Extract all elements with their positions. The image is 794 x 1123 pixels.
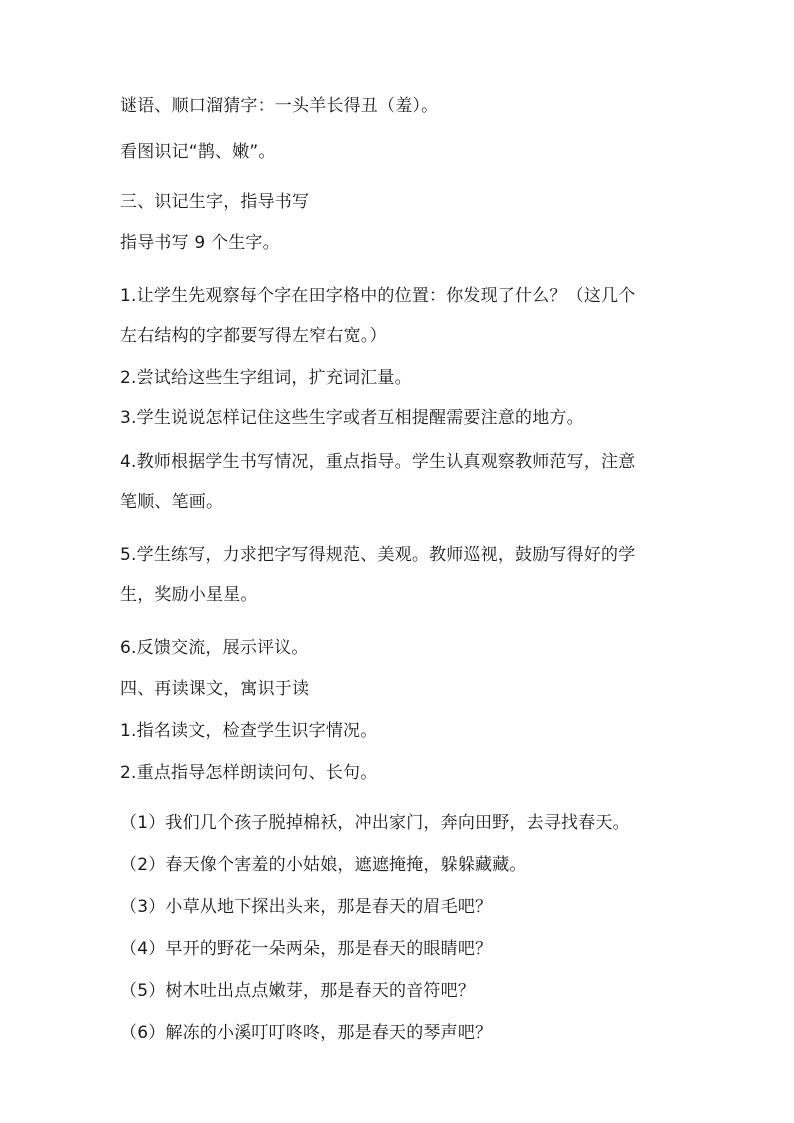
section-heading: 四、再读课文，寓识于读 [120,679,310,699]
text-line: 5.学生练写，力求把字写得规范、美观。教师巡视，鼓励写得好的学 [120,545,636,565]
list-item: （6）解冻的小溪叮叮咚咚，那是春天的琴声吧？ [120,1023,493,1043]
text-line: 4.教师根据学生书写情况，重点指导。学生认真观察教师范写，注意 [120,452,636,472]
text-line: 2.重点指导怎样朗读问句、长句。 [120,763,378,783]
text-line: 2.尝试给这些生字组词，扩充词汇量。 [120,368,412,388]
text-line: 左右结构的字都要写得左窄右宽。） [120,326,387,346]
text-line: 笔顺、笔画。 [120,492,224,512]
list-item: （4）早开的野花一朵两朵，那是春天的眼睛吧？ [120,939,493,959]
text-line: 6.反馈交流，展示评议。 [120,638,309,658]
list-item: （3）小草从地下探出头来，那是春天的眉毛吧？ [120,897,493,917]
text-line: 指导书写 9 个生字。 [120,233,280,253]
list-item: （1）我们几个孩子脱掉棉袄，冲出家门，奔向田野，去寻找春天。 [120,813,630,833]
text-line: 谜语、顺口溜猜字：一头羊长得丑（羞）。 [120,96,439,116]
text-line: 3.学生说说怎样记住这些生字或者互相提醒需要注意的地方。 [120,408,584,428]
list-item: （2）春天像个害羞的小姑娘，遮遮掩掩，躲躲藏藏。 [120,855,527,875]
section-heading: 三、识记生字，指导书写 [120,192,310,212]
text-line: 生，奖励小星星。 [120,585,258,605]
list-item: （5）树木吐出点点嫩芽，那是春天的音符吧？ [120,981,476,1001]
text-line: 1.指名读文，检查学生识字情况。 [120,721,378,741]
text-line: 1.让学生先观察每个字在田字格中的位置：你发现了什么？（这几个 [120,286,636,306]
text-line: 看图识记“鹊、嫩”。 [120,142,276,162]
